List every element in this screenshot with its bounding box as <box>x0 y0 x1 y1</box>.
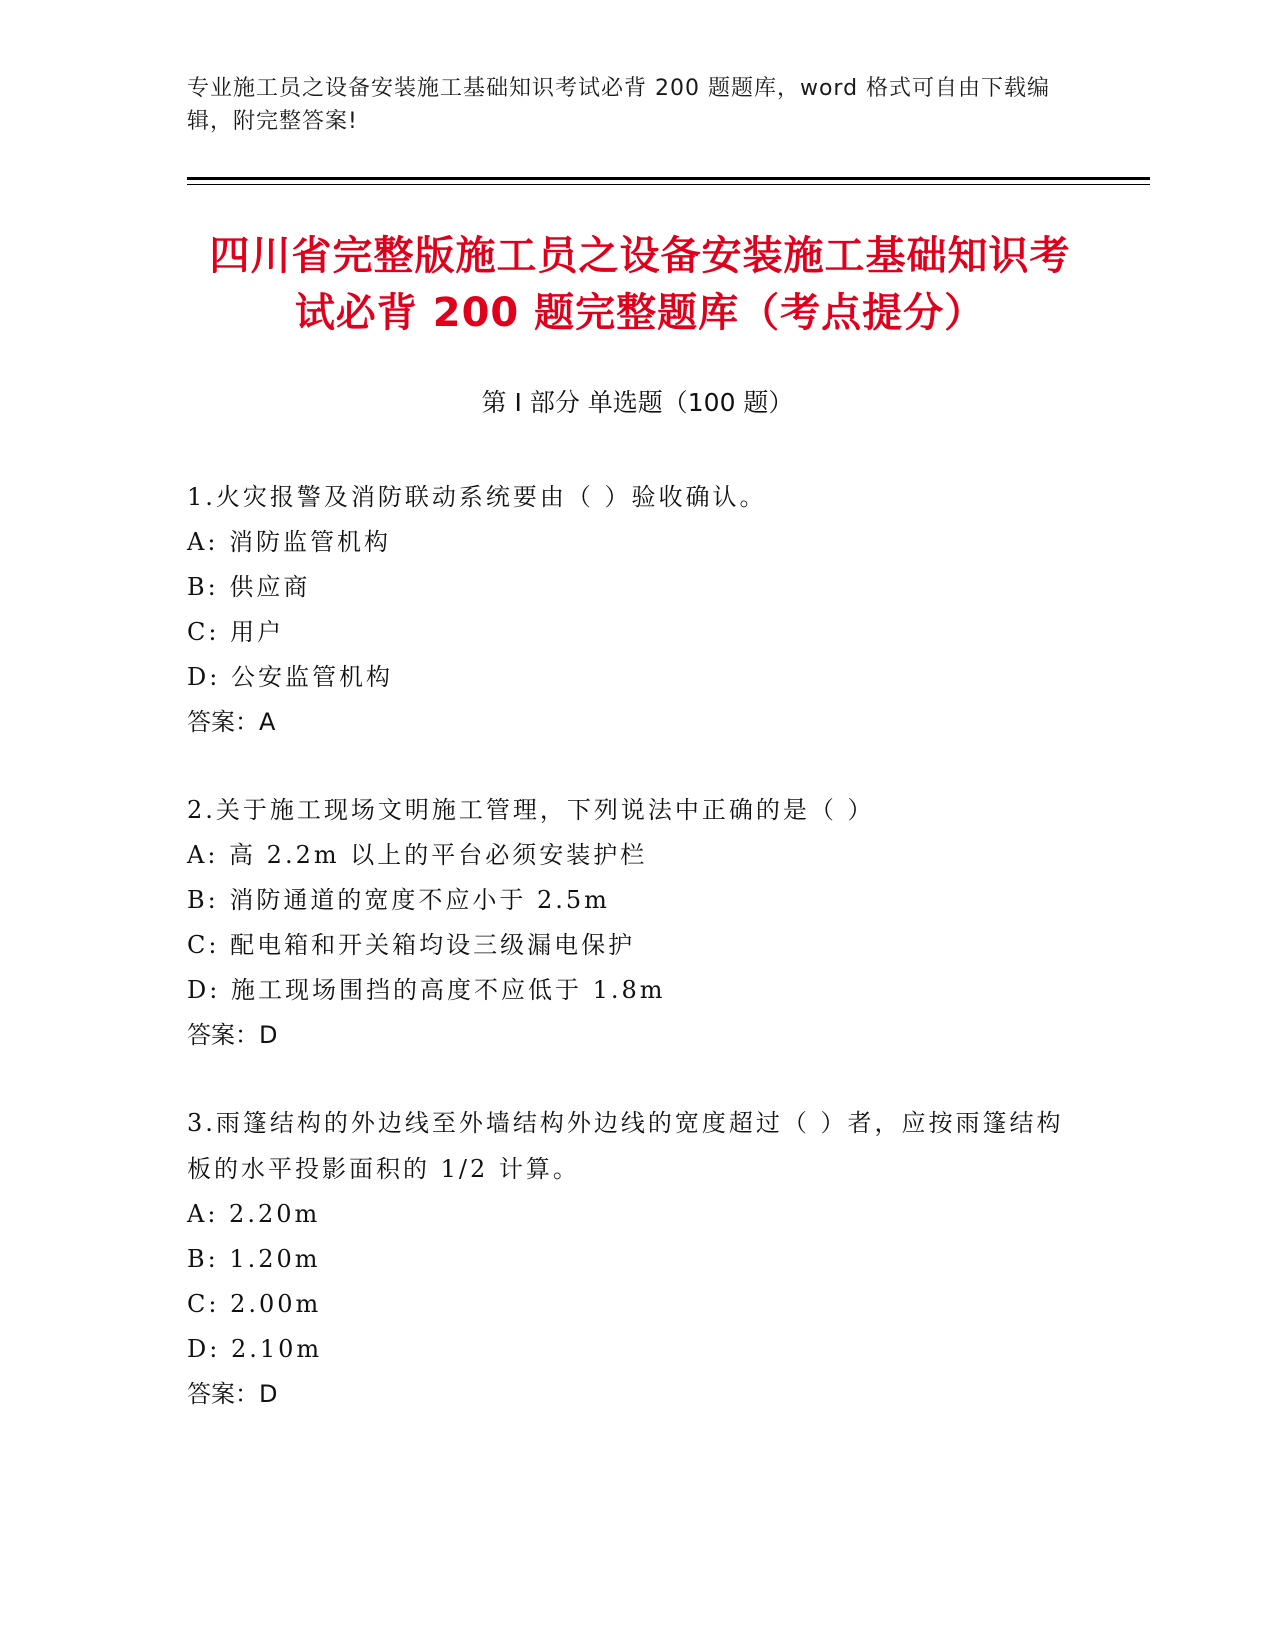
question-stem: 1.火灾报警及消防联动系统要由（ ）验收确认。 <box>187 483 767 511</box>
question-1 <box>187 474 1087 745</box>
question-stem: 2.关于施工现场文明施工管理，下列说法中正确的是（ ） <box>187 796 875 824</box>
header-rule-thin <box>187 184 1150 185</box>
option-a: A: 消防监管机构 <box>187 528 392 556</box>
option-a: A: 高 2.2m 以上的平台必须安装护栏 <box>187 841 648 869</box>
header-note: 专业施工员之设备安装施工基础知识考试必背 200 题题库，word 格式可自由下载编辑，附完整答案! <box>187 76 1051 134</box>
document-title: 四川省完整版施工员之设备安装施工基础知识考试必背 200 题完整题库（考点提分） <box>209 233 1071 336</box>
answer: 答案：D <box>187 1380 278 1408</box>
option-c: C: 2.00m <box>187 1290 322 1318</box>
option-c: C: 配电箱和开关箱均设三级漏电保护 <box>187 931 636 959</box>
section-title: 第 I 部分 单选题（100 题） <box>481 388 794 417</box>
option-d: D: 2.10m <box>187 1335 323 1363</box>
question-list <box>187 474 1087 1459</box>
option-d: D: 施工现场围挡的高度不应低于 1.8m <box>187 976 666 1004</box>
question-3 <box>187 1100 1087 1417</box>
option-b: B: 供应商 <box>187 573 311 601</box>
answer: 答案：D <box>187 1021 278 1049</box>
option-b: B: 消防通道的宽度不应小于 2.5m <box>187 886 610 914</box>
option-c: C: 用户 <box>187 618 285 646</box>
question-2 <box>187 787 1087 1058</box>
question-stem: 3.雨篷结构的外边线至外墙结构外边线的宽度超过（ ）者，应按雨篷结构板的水平投影面积的 1/2 计算。 <box>187 1109 1064 1183</box>
option-a: A: 2.20m <box>187 1200 321 1228</box>
answer: 答案：A <box>187 708 276 736</box>
option-b: B: 1.20m <box>187 1245 321 1273</box>
header-rule-thick <box>187 177 1150 180</box>
option-d: D: 公安监管机构 <box>187 663 393 691</box>
